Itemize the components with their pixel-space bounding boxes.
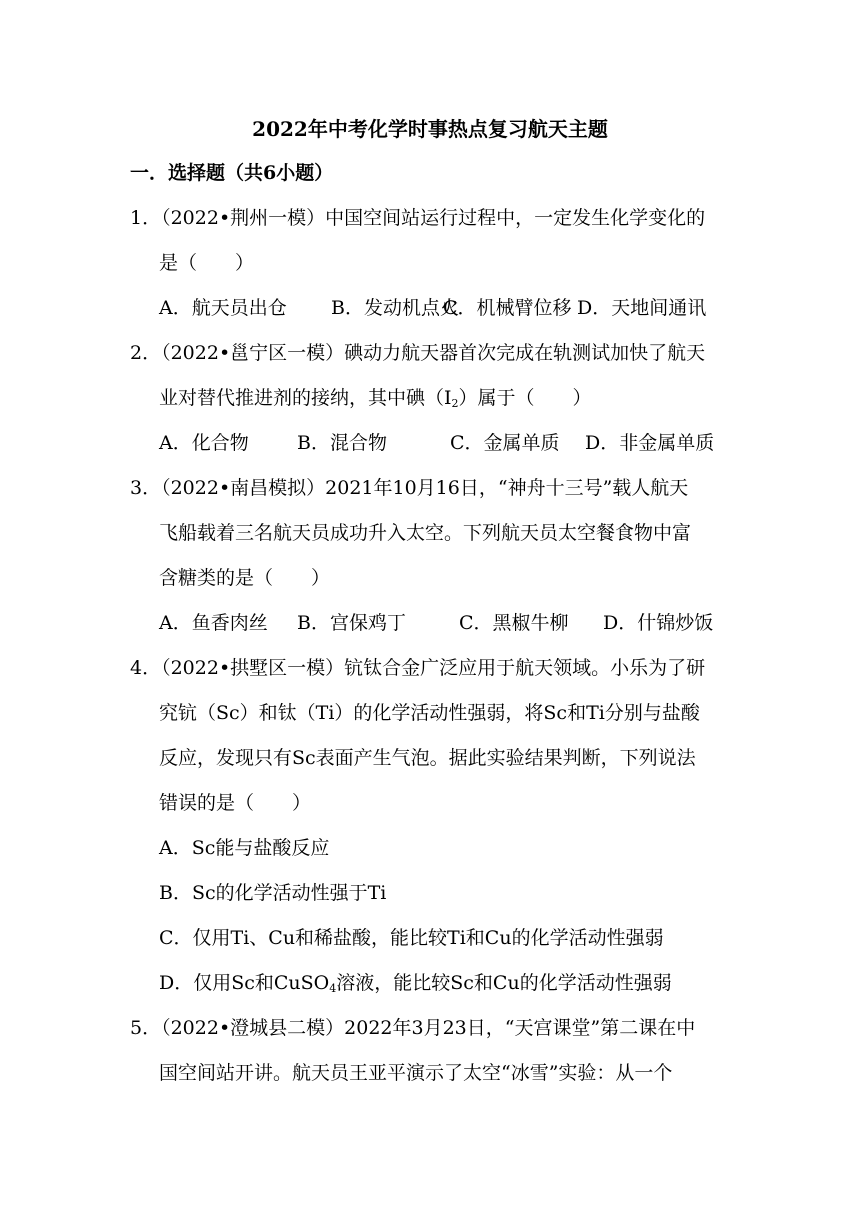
question-4-option-d-text-end: 溶液，能比较Sc和Cu的化学活动性强弱 — [336, 972, 672, 994]
question-1-option-c: C．机械臂位移 — [443, 297, 572, 319]
question-5-stem-line-1: 5．（2022•澄城县二模）2022年3月23日，“天宫课堂”第二课在中 — [130, 1017, 696, 1039]
question-1-options — [159, 296, 706, 320]
question-2-stem-text-end: ）属于（ ） — [458, 387, 592, 409]
question-1-option-b: B．发动机点火 — [331, 297, 459, 319]
question-1-stem-line-1: 1．（2022•荆州一模）中国空间站运行过程中，一定发生化学变化的 — [130, 207, 706, 229]
question-2-option-d: D．非金属单质 — [585, 432, 715, 454]
question-3-option-b: B．宫保鸡丁 — [297, 612, 406, 634]
question-4-option-d-subscript: 4 — [329, 982, 337, 995]
question-1-option-a: A．航天员出仓 — [159, 297, 287, 319]
question-2-option-a: A．化合物 — [159, 432, 249, 454]
section-heading: 一．选择题（共6小题） — [130, 162, 334, 184]
question-5-stem-line-2: 国空间站开讲。航天员王亚平演示了太空“冰雪”实验：从一个 — [159, 1062, 673, 1084]
question-4-option-d — [159, 971, 672, 995]
question-1-option-d: D．天地间通讯 — [577, 297, 707, 319]
question-4-stem-line-2: 究钪（Sc）和钛（Ti）的化学活动性强弱，将Sc和Ti分别与盐酸 — [159, 702, 700, 724]
question-3-options — [159, 611, 713, 635]
question-3-stem-line-1: 3．（2022•南昌模拟）2021年10月16日，“神舟十三号”载人航天 — [130, 477, 689, 499]
question-3-stem-line-2: 飞船载着三名航天员成功升入太空。下列航天员太空餐食物中富 — [159, 522, 692, 544]
question-3-option-d: D．什锦炒饭 — [603, 612, 714, 634]
question-1-stem-line-2: 是（ ） — [159, 252, 255, 274]
question-2-options — [159, 431, 714, 455]
question-4-option-b: B．Sc的化学活动性强于Ti — [159, 882, 387, 904]
question-2-option-c: C．金属单质 — [450, 432, 560, 454]
question-2-stem-line-2 — [159, 386, 592, 410]
question-2-stem-line-1: 2．（2022•邕宁区一模）碘动力航天器首次完成在轨测试加快了航天 — [130, 342, 706, 364]
question-4-stem-line-4: 错误的是（ ） — [159, 792, 312, 814]
question-4-option-a: A．Sc能与盐酸反应 — [159, 837, 330, 859]
question-4-option-d-text: D．仅用Sc和CuSO — [159, 972, 330, 994]
question-4-stem-line-1: 4．（2022•拱墅区一模）钪钛合金广泛应用于航天领域。小乐为了研 — [130, 657, 706, 679]
question-2-subscript: 2 — [451, 397, 459, 410]
question-2-option-b: B．混合物 — [297, 432, 387, 454]
question-3-option-c: C．黑椒牛柳 — [459, 612, 569, 634]
document-title: 2022年中考化学时事热点复习航天主题 — [252, 117, 608, 141]
question-2-stem-text: 业对替代推进剂的接纳，其中碘（I — [159, 387, 452, 409]
question-3-option-a: A．鱼香肉丝 — [159, 612, 268, 634]
question-3-stem-line-3: 含糖类的是（ ） — [159, 567, 331, 589]
question-4-option-c: C．仅用Ti、Cu和稀盐酸，能比较Ti和Cu的化学活动性强弱 — [159, 927, 664, 949]
question-4-stem-line-3: 反应，发现只有Sc表面产生气泡。据此实验结果判断，下列说法 — [159, 747, 696, 769]
